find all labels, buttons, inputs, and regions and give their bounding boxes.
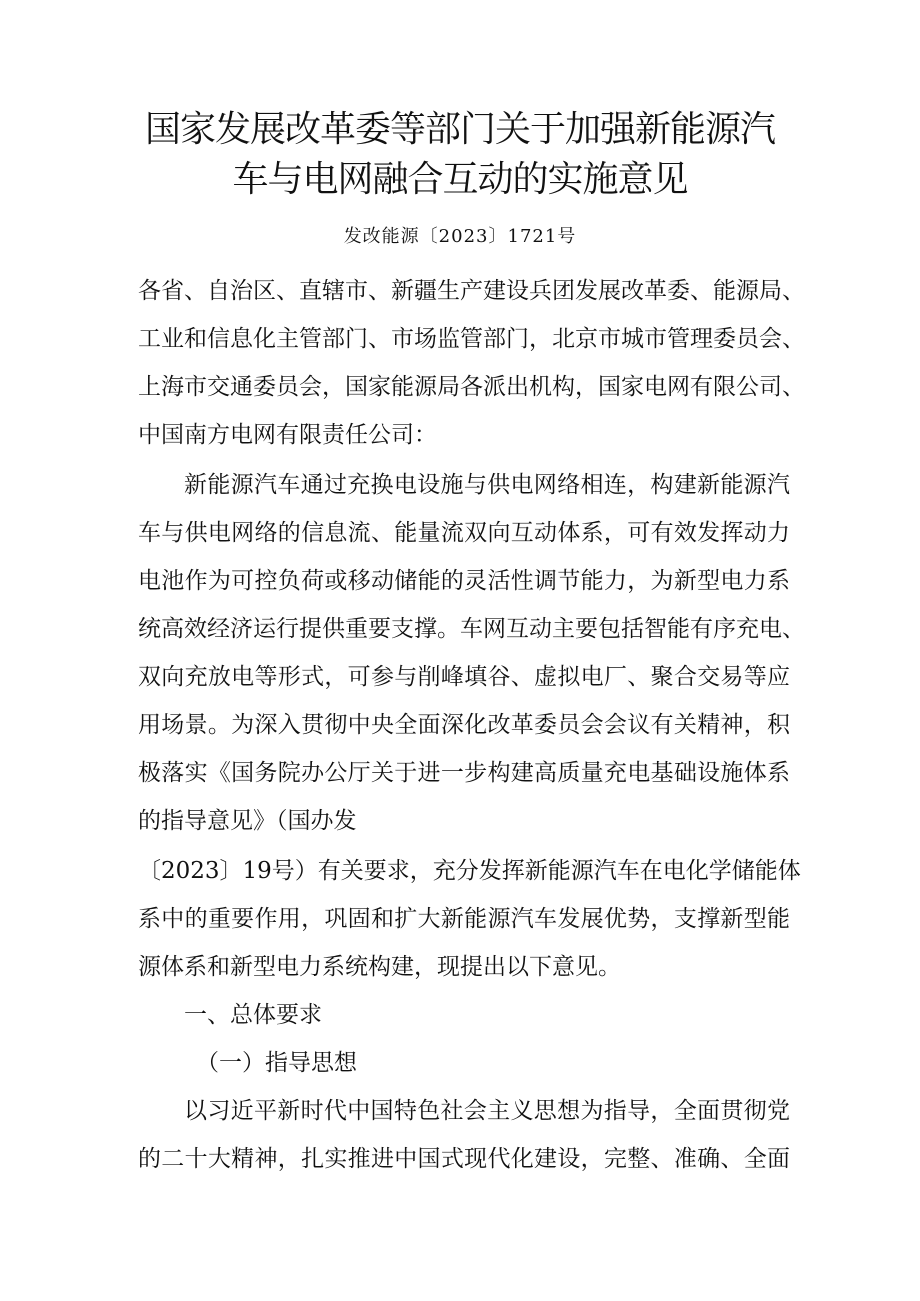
paragraph-line: 〔2023〕19号）有关要求，充分发挥新能源汽车在电化学储能体 [138, 858, 801, 884]
document-number: 发改能源〔2023〕1721号 [343, 226, 577, 247]
document-title-line-1: 国家发展改革委等部门关于加强新能源汽 [144, 109, 775, 150]
subsection-heading: （一）指导思想 [196, 1050, 357, 1076]
paragraph-line: 车与供电网络的信息流、能量流双向互动体系，可有效发挥动力 [138, 520, 790, 546]
addressee-line: 上海市交通委员会，国家能源局各派出机构，国家电网有限公司、 [138, 374, 805, 400]
paragraph-line: 以习近平新时代中国特色社会主义思想为指导，全面贯彻党 [184, 1098, 790, 1124]
document-title-line-2: 车与电网融合互动的实施意见 [232, 159, 688, 200]
paragraph-line: 的二十大精神，扎实推进中国式现代化建设，完整、准确、全面 [138, 1146, 790, 1172]
paragraph-line: 极落实《国务院办公厅关于进一步构建高质量充电基础设施体系 [138, 760, 790, 786]
section-heading: 一、总体要求 [184, 1002, 322, 1028]
addressee-line: 各省、自治区、直辖市、新疆生产建设兵团发展改革委、能源局、 [138, 278, 805, 304]
paragraph-line: 新能源汽车通过充换电设施与供电网络相连，构建新能源汽 [184, 472, 790, 498]
paragraph-line: 电池作为可控负荷或移动储能的灵活性调节能力，为新型电力系 [138, 568, 790, 594]
paragraph-line: 统高效经济运行提供重要支撑。车网互动主要包括智能有序充电、 [138, 616, 805, 642]
paragraph-line: 用场景。为深入贯彻中央全面深化改革委员会会议有关精神，积 [138, 712, 790, 738]
paragraph-line: 源体系和新型电力系统构建，现提出以下意见。 [138, 954, 621, 980]
addressee-line: 中国南方电网有限责任公司： [138, 422, 437, 448]
addressee-line: 工业和信息化主管部门、市场监管部门，北京市城市管理委员会、 [138, 326, 805, 352]
paragraph-line: 系中的重要作用，巩固和扩大新能源汽车发展优势，支撑新型能 [138, 906, 790, 932]
paragraph-line: 双向充放电等形式，可参与削峰填谷、虚拟电厂、聚合交易等应 [138, 664, 790, 690]
paragraph-line: 的指导意见》（国办发 [138, 808, 357, 834]
